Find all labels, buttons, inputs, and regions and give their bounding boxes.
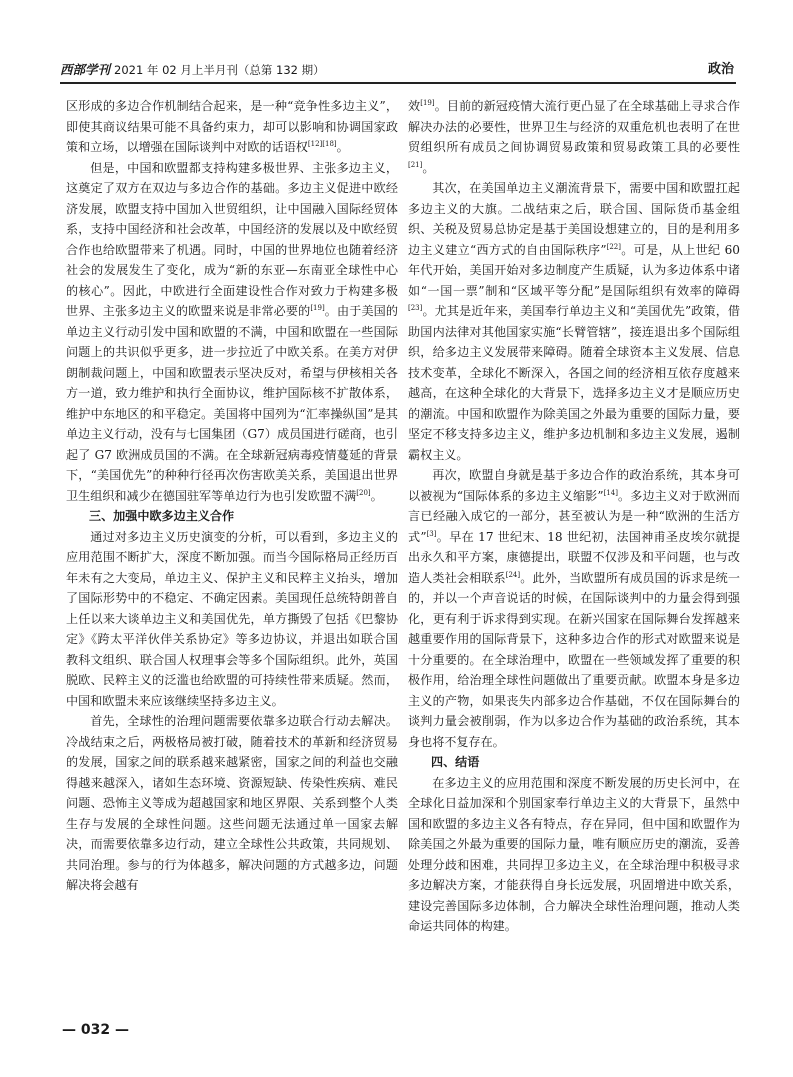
paragraph-text: 。由于美国的单边主义行动引发中国和欧盟的不满，中国和欧盟在一些国际问题上的共识似乎更多，进一步拉近了中欧关系。在美方对伊朗制裁问题上，中国和欧盟表示坚决反对，希望与伊核相关各方一道，致力维护和执行全面协议，维护国际核不扩散体系，维护中东地区的和平稳定。美国将中国列为“汇率操纵国”是其单边主义行动，没有与七国集团（G7）成员国进行磋商，也引起了 G7 欧洲成员国的不满。在全球新冠病毒疫情蔓延的背景下，“美国优先”的种种行径再次伤害欧美关系，美国退出世界卫生组织和减少在德国驻军等单边行为也引发欧盟不满 [66,304,398,503]
journal-info [60,60,325,78]
paragraph-text: 首先，全球性的治理问题需要依靠多边联合行动去解决。冷战结束之后，两极格局被打破，随着技术的革新和经济贸易的发展，国家之间的联系越来越紧密，国家之间的利益也交融得越来越深入，诸如生态环境、资源短缺、传染性疾病、难民问题、恐怖主义等成为超越国家和地区界限、关系到整个人类生存与发展的全球性问题。这些问题无法通过单一国家去解决，而需要依靠多边行动，建立全球性公共政策，共同规划、共同治理。参与的行为体越多，解决问题的方式越多边，问题解决将会越有 [66,714,398,892]
section-label: 政治 [707,62,734,77]
paragraph-text: 。目前的新冠疫情大流行更凸显了在全球基础上寻求合作解决办法的必要性，世界卫生与经济的双重危机也表明了在世贸组织所有成员之间协调贸易政策和贸易政策工具的必要性 [408,99,740,154]
journal-logo: 西部学刊 [60,62,111,77]
paragraph [408,96,740,178]
citation-ref: [22] [606,242,621,251]
section-heading: 四、结语 [430,755,480,769]
header-divider [60,82,736,84]
paragraph-text: 。 [336,140,349,154]
citation-ref: [24] [505,570,521,579]
page-number: — 032 — [62,1022,129,1038]
paragraph-text: 。多边主义对于欧洲而言已经融入成它的一部分，甚至被认为是一种“欧洲的生活方式” [408,488,740,544]
paragraph-text: 其次，在美国单边主义潮流背景下，需要中国和欧盟扛起多边主义的大旗。二战结束之后，联合国、国际货币基金组织、关税及贸易总协定是基于美国设想建立的，目的是利用多边主义建立“西方式的自由国际秩序” [408,181,740,257]
paragraph-text: 通过对多边主义历史演变的分析，可以看到，多边主义的应用范围不断扩大，深度不断加强。而当今国际格局正经历百年未有之大变局，单边主义、保护主义和民粹主义抬头，增加了国际形势中的不稳定、不确定因素。美国现任总统特朗普自上任以来大谈单边主义和美国优先，单方撕毁了包括《巴黎协定》《跨太平洋伙伴关系协定》等多边协议，并退出如联合国教科文组织、联合国人权理事会等多个国际组织。此外，英国脱欧、民粹主义的泛滥也给欧盟的可持续性带来质疑。然而，中国和欧盟未来应该继续坚持多边主义。 [66,529,398,708]
paragraph-text: 在多边主义的应用范围和深度不断发展的历史长河中，在全球化日益加深和个别国家奉行单边主义的大背景下，虽然中国和欧盟的多边主义各有特点，存在异同，但中国和欧盟作为除美国之外最为重要的国际力量，唯有顺应历史的潮流，妥善处理分歧和困难，共同捍卫多边主义，在全球治理中积极寻求多边解决方案，才能获得自身长远发展，巩固增进中欧关系，建设完善国际多边体制，合力解决全球性治理问题，推动人类命运共同体的构建。 [408,775,740,933]
section-heading: 三、加强中欧多边主义合作 [88,509,235,523]
paragraph [66,96,398,158]
paragraph-text: 区形成的多边合作机制结合起来，是一种“竞争性多边主义”，即使其商议结果可能不具备约束力，却可以影响和协调国家政策和立场，以增强在国际谈判中对欧的话语权 [66,99,398,154]
citation-ref: [20] [356,488,371,497]
paragraph-text: 效 [408,99,421,113]
paragraph-text: 但是，中国和欧盟都支持构建多极世界、主张多边主义，这奠定了双方在双边与多边合作的基础。多边主义促进中欧经济发展，欧盟支持中国加入世贸组织，让中国融入国际经贸体系，支持中国经济和社会改革，中国经济的发展以及中欧经贸合作也给欧盟带来了机遇。同时，中国的世界地位也随着经济社会的发展发生了变化，成为“新的东亚—东南亚全球性中心的核心”。因此，中欧进行全面建设性合作对致力于构建多极世界、主张多边主义的欧盟来说是非常必要的 [66,160,398,318]
paragraph-text: 。可是，从上世纪 60 年代开始，美国开始对多边制度产生质疑，认为多边体系中诸如“一国一票”制和“区域平等分配”是国际组织有效率的障碍 [408,242,740,298]
citation-ref: [19] [420,98,435,107]
paragraph [66,711,398,896]
running-header [60,58,736,80]
paragraph-text: 。早在 17 世纪末、18 世纪初，法国神甫圣皮埃尔就提出永久和平方案，康德提出，联盟不仅涉及和平问题，也与改造人类社会相联系 [408,529,740,585]
paragraph [408,178,740,465]
paragraph-text: 。尤其是近年来，美国奉行单边主义和“美国优先”政策，借助国内法律对其他国家实施“长臂管辖”，接连退出多个国际组织，给多边主义发展带来障碍。随着全球资本主义发展、信息技术变革，全球化不断深入，各国之间的经济相互依存度越来越高，在这种全球化的大背景下，选择多边主义才是顺应历史的潮流。中国和欧盟作为除美国之外最为重要的国际力量，要坚定不移支持多边主义，维护多边机制和多边主义发展，遏制霸权主义。 [408,304,740,462]
paragraph-text: 再次，欧盟自身就是基于多边合作的政治系统，其本身可以被视为“国际体系的多边主义缩影” [408,468,740,503]
paragraph [408,465,740,752]
citation-ref: [23] [408,303,423,312]
paragraph-text: 。 [370,488,383,503]
left-column [66,96,398,896]
issue-info: 2021 年 02 月上半月刊（总第 132 期） [114,63,325,77]
paragraph [66,527,398,712]
citation-ref: [3] [426,529,437,538]
paragraph-text: 。此外，当欧盟所有成员国的诉求是统一的，并以一个声音说话的时候，在国际谈判中的力量会得到强化，更有利于诉求得到实现。在新兴国家在国际舞台发挥越来越重要作用的国际背景下，这种多边合作的形式对欧盟来说是十分重要的。在全球治理中，欧盟在一些领域发挥了重要的积极作用，给治理全球性问题做出了重要贡献。欧盟本身是多边主义的产物，如果丧失内部多边合作基础，不仅在国际舞台的谈判力量会被削弱，作为以多边合作为基础的政治系统，其本身也将不复存在。 [408,570,740,749]
paragraph-text: 。 [422,160,435,175]
citation-ref: [19] [310,303,325,312]
paragraph [408,773,740,937]
paragraph [66,158,398,507]
citation-ref: [12][18] [307,139,337,148]
citation-ref: [14] [603,488,618,497]
right-column [408,96,740,937]
citation-ref: [21] [408,160,423,169]
